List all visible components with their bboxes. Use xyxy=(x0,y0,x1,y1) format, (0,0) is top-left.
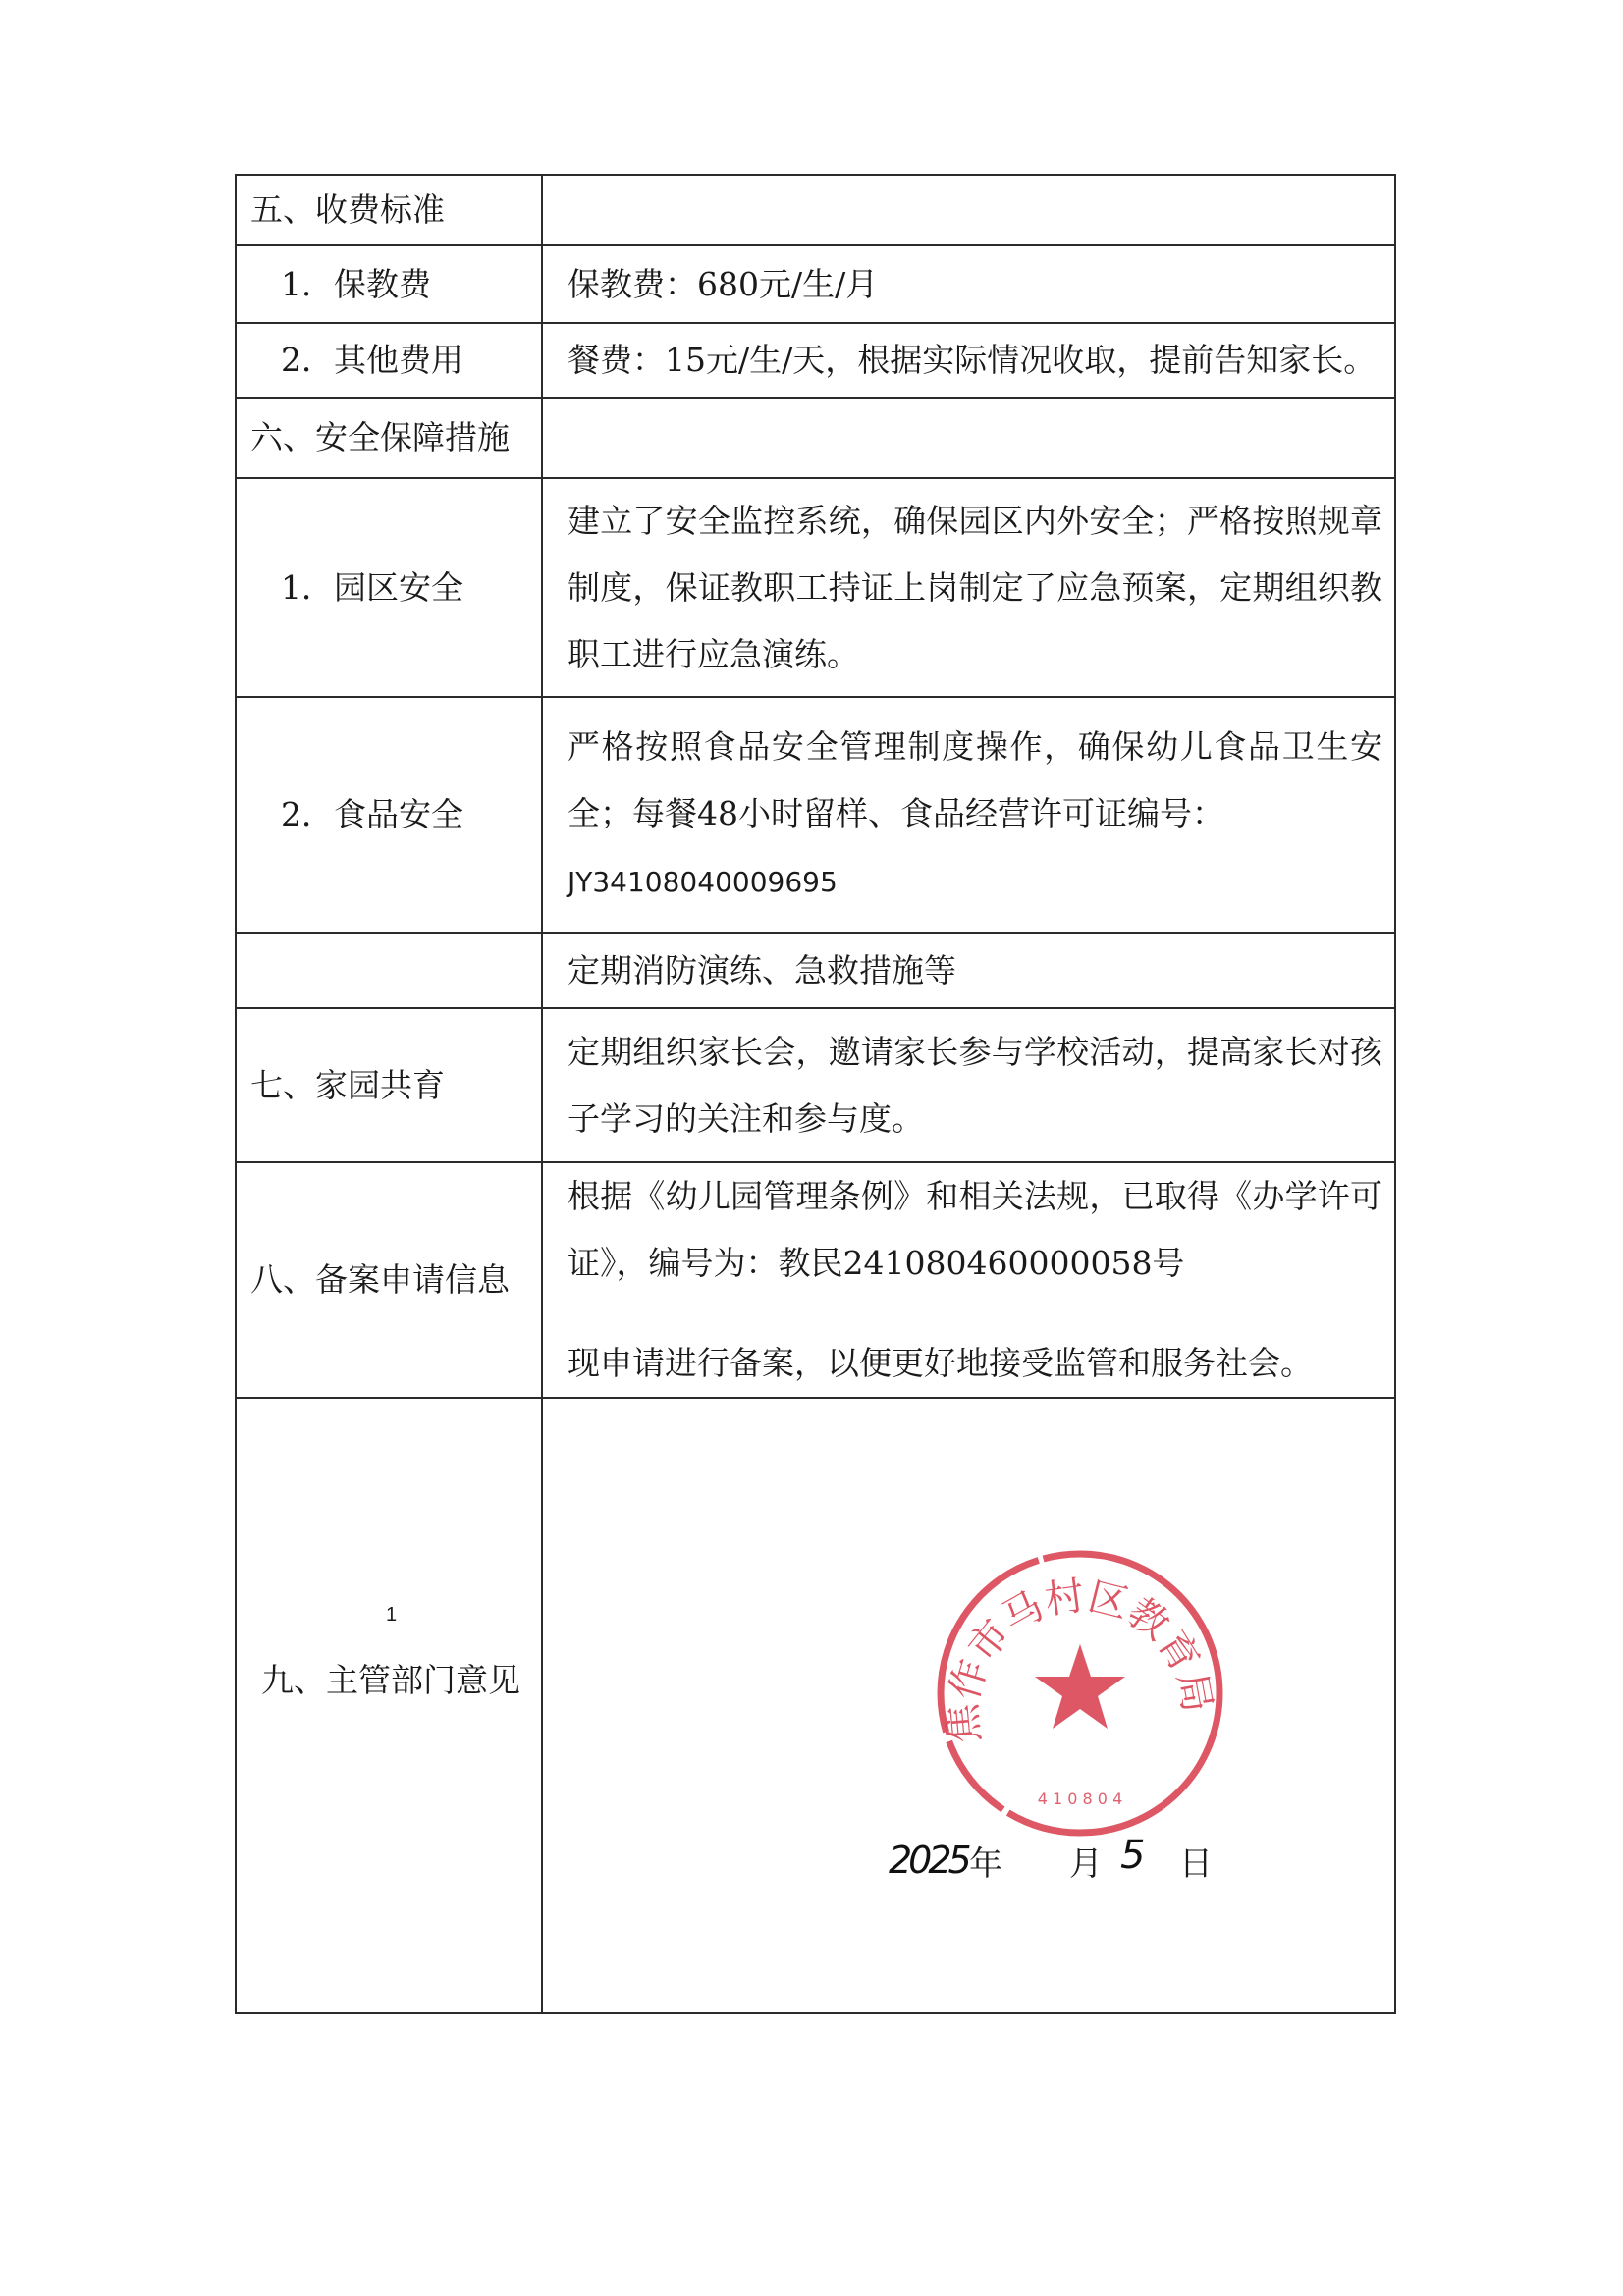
safety-food-value-cell xyxy=(542,697,1395,933)
safety-campus-value-cell xyxy=(542,478,1395,697)
safety-campus-value: 建立了安全监控系统，确保园区内外安全；严格按照规章制度，保证教职工持证上岗制定了应急预案，定期组织教职工进行应急演练。 xyxy=(568,501,1382,673)
row-safety-food xyxy=(236,697,1395,933)
official-seal-stamp xyxy=(928,1541,1232,1845)
fee-tuition-value: 保教费：680元/生/月 xyxy=(542,245,1395,323)
homeschool-title-cell xyxy=(236,1008,542,1162)
fee-other-label: 2．其他费用 xyxy=(281,341,463,379)
safety-food-label-cell xyxy=(236,697,542,933)
row-fee-title xyxy=(236,175,1395,245)
safety-food-label: 2．食品安全 xyxy=(281,795,463,833)
filing-value-2: 现申请进行备案，以便更好地接受监管和服务社会。 xyxy=(568,1344,1313,1382)
opinion-title-cell xyxy=(236,1398,542,2013)
year-unit: 年 xyxy=(969,1844,1002,1884)
filing-title-cell xyxy=(236,1162,542,1398)
fee-tuition-label: 1．保教费 xyxy=(281,264,431,303)
fee-title-cell xyxy=(236,175,542,245)
homeschool-value: 定期组织家长会，邀请家长参与学校活动，提高家长对孩子学习的关注和参与度。 xyxy=(568,1032,1382,1138)
opinion-small-number: 1 xyxy=(386,1604,398,1626)
safety-title-empty-cell xyxy=(542,398,1395,478)
filing-value-cell xyxy=(542,1162,1395,1398)
opinion-title: 九、主管部门意见 xyxy=(261,1661,520,1699)
month-unit: 月 xyxy=(1069,1844,1103,1884)
fee-other-label-cell xyxy=(236,323,542,398)
safety-title-cell xyxy=(236,398,542,478)
safety-campus-label: 1．园区安全 xyxy=(281,567,463,607)
handwritten-year: 2025 xyxy=(889,1839,968,1882)
safety-fire-empty-label-cell xyxy=(236,933,542,1008)
safety-food-value: 严格按照食品安全管理制度操作，确保幼儿食品卫生安全；每餐48小时留样、食品经营许可证编号： xyxy=(568,727,1382,832)
svg-text:4 1 0 8 0 4: 4 1 0 8 0 4 xyxy=(1037,1789,1123,1808)
row-safety-campus xyxy=(236,478,1395,697)
safety-campus-label-cell xyxy=(236,478,542,697)
homeschool-title: 七、家园共育 xyxy=(250,1065,445,1104)
homeschool-value-cell xyxy=(542,1008,1395,1162)
paragraph-gap xyxy=(568,1297,1382,1330)
fee-title-empty-cell xyxy=(542,175,1395,245)
fee-title: 五、收费标准 xyxy=(250,190,445,229)
svg-text:焦作市马村区教育局: 焦作市马村区教育局 xyxy=(940,1573,1220,1745)
row-fee-other xyxy=(236,323,1395,398)
seal-star-icon xyxy=(1035,1644,1125,1729)
row-fee-tuition xyxy=(236,245,1395,323)
food-license-number: JY34108040009695 xyxy=(568,866,838,898)
row-homeschool xyxy=(236,1008,1395,1162)
row-safety-title xyxy=(236,398,1395,478)
day-unit: 日 xyxy=(1179,1844,1213,1884)
filing-value-1: 根据《幼儿园管理条例》和相关法规，已取得《办学许可证》，编号为：教民241080460000058号 xyxy=(568,1177,1382,1282)
safety-title: 六、安全保障措施 xyxy=(250,418,510,456)
filing-title: 八、备案申请信息 xyxy=(250,1260,510,1299)
safety-fire-value: 定期消防演练、急救措施等 xyxy=(542,933,1395,1008)
row-filing xyxy=(236,1162,1395,1398)
handwritten-day: 5 xyxy=(1120,1833,1146,1878)
fee-other-value: 餐费：15元/生/天，根据实际情况收取，提前告知家长。 xyxy=(542,323,1395,398)
row-safety-fire xyxy=(236,933,1395,1008)
fee-tuition-label-cell xyxy=(236,245,542,323)
